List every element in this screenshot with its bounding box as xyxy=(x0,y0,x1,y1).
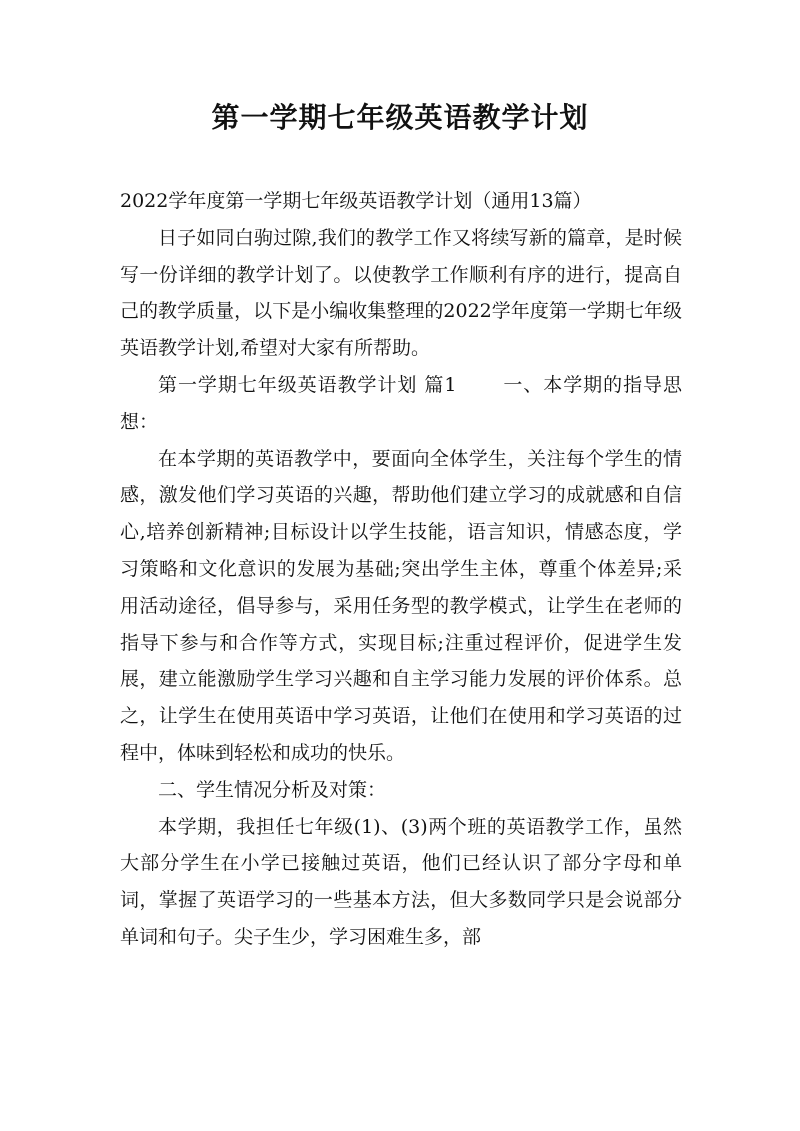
section-heading-line xyxy=(120,367,682,441)
section-heading: 第一学期七年级英语教学计划 篇1 xyxy=(158,373,457,396)
document-subtitle: 2022学年度第一学期七年级英语教学计划（通用13篇） xyxy=(120,190,592,212)
document-title: 第一学期七年级英语教学计划 xyxy=(211,101,589,134)
part2-heading: 二、学生情况分析及对策： xyxy=(158,778,387,801)
part1-heading: 一、本学期的指导思想： xyxy=(120,373,682,433)
document-body xyxy=(120,183,682,956)
intro-paragraph: 日子如同白驹过隙,我们的教学工作又将续写新的篇章，是时候写一份详细的教学计划了。以使教学工作顺利有序的进行，提高自己的教学质量，以下是小编收集整理的2022学年度第一学期七年级英语教学计划,希望对大家有所帮助。 xyxy=(120,226,682,360)
part2-paragraph: 本学期，我担任七年级(1)、(3)两个班的英语教学工作，虽然大部分学生在小学已接触过英语，他们已经认识了部分字母和单词，掌握了英语学习的一些基本方法，但大多数同学只是会说部分单词和句子。尖子生少，学习困难生多，部 xyxy=(120,815,682,948)
part1-paragraph: 在本学期的英语教学中，要面向全体学生，关注每个学生的情感，激发他们学习英语的兴趣，帮助他们建立学习的成就感和自信心,培养创新精神;目标设计以学生技能，语言知识，情感态度，学习策略和文化意识的发展为基础;突出学生主体，尊重个体差异;采用活动途径，倡导参与，采用任务型的教学模式，让学生在老师的指导下参与和合作等方式，实现目标;注重过程评价，促进学生发展，建立能激励学生学习兴趣和自主学习能力发展的评价体系。总之，让学生在使用英语中学习英语，让他们在使用和学习英语的过程中，体味到轻松和成功的快乐。 xyxy=(120,447,682,764)
